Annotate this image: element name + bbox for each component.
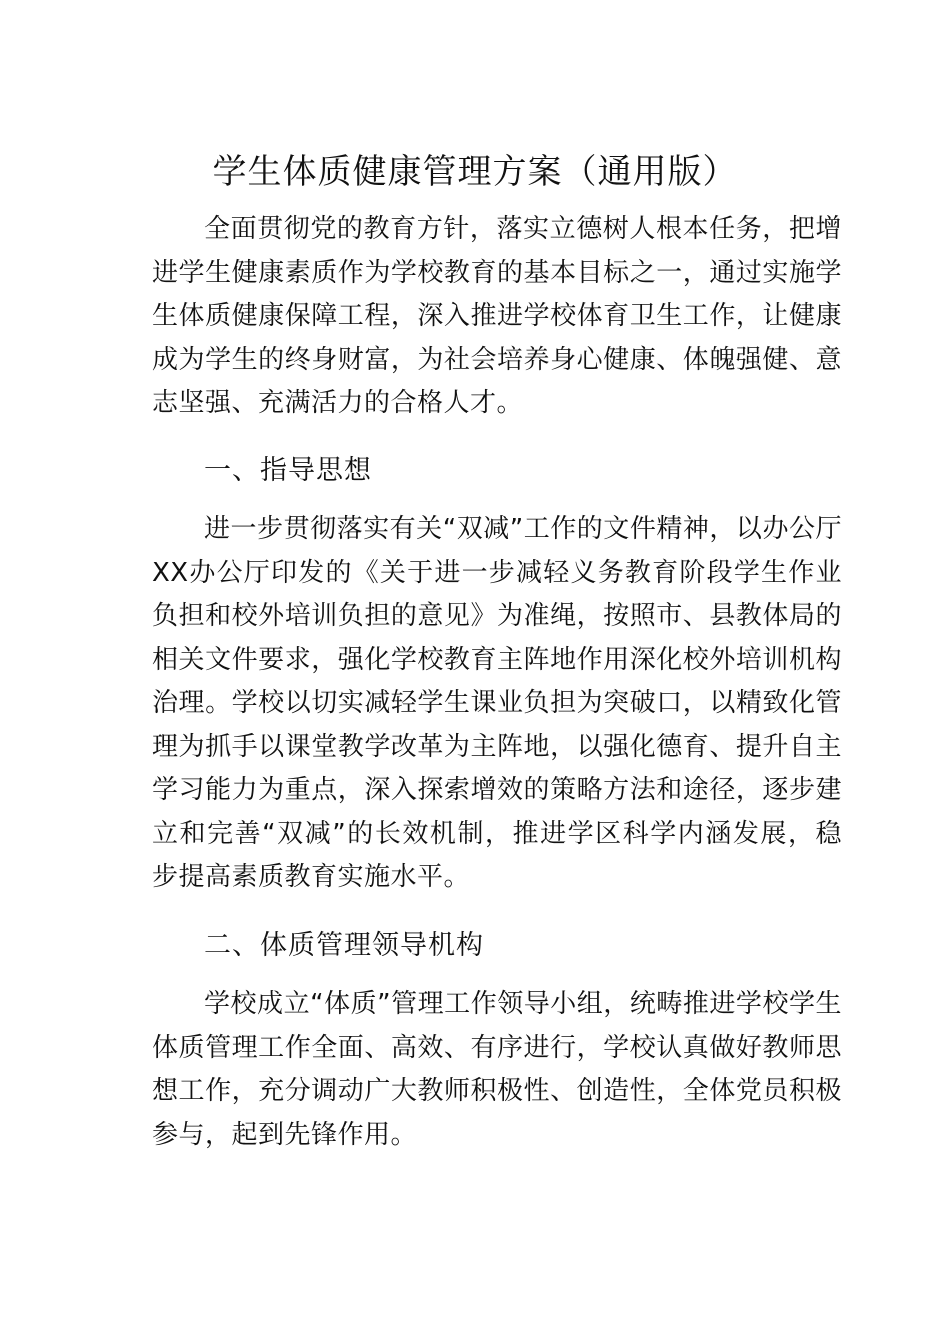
section-heading-guiding-ideology: 一、指导思想 (204, 455, 372, 486)
document-title: 学生体质健康管理方案（通用版） (212, 152, 738, 192)
intro-paragraph: 全面贯彻党的教育方针，落实立德树人根本任务，把增进学生健康素质作为学校教育的基本目标之一，通过实施学生体质健康保障工程，深入推进学校体育卫生工作，让健康成为学生的终身财富，为社会培养身心健康、体魄强健、意志坚强、充满活力的合格人才。 (152, 214, 842, 418)
section-heading-leadership: 二、体质管理领导机构 (204, 930, 484, 961)
section-body-guiding-ideology: 进一步贯彻落实有关“双减”工作的文件精神，以办公厅XX办公厅印发的《关于进一步减轻义务教育阶段学生作业负担和校外培训负担的意见》为准绳，按照市、县教体局的相关文件要求，强化学校教育主阵地作用深化校外培训机构治理。学校以切实减轻学生课业负担为突破口，以精致化管理为抓手以课堂教学改革为主阵地，以强化德育、提升自主学习能力为重点，深入探索增效的策略方法和途径，逐步建立和完善“双减”的长效机制，推进学区科学内涵发展，稳步提高素质教育实施水平。 (152, 514, 842, 892)
section-body-leadership: 学校成立“体质”管理工作领导小组，统畴推进学校学生体质管理工作全面、高效、有序进行，学校认真做好教师思想工作，充分调动广大教师积极性、创造性，全体党员积极参与，起到先锋作用。 (152, 989, 842, 1150)
